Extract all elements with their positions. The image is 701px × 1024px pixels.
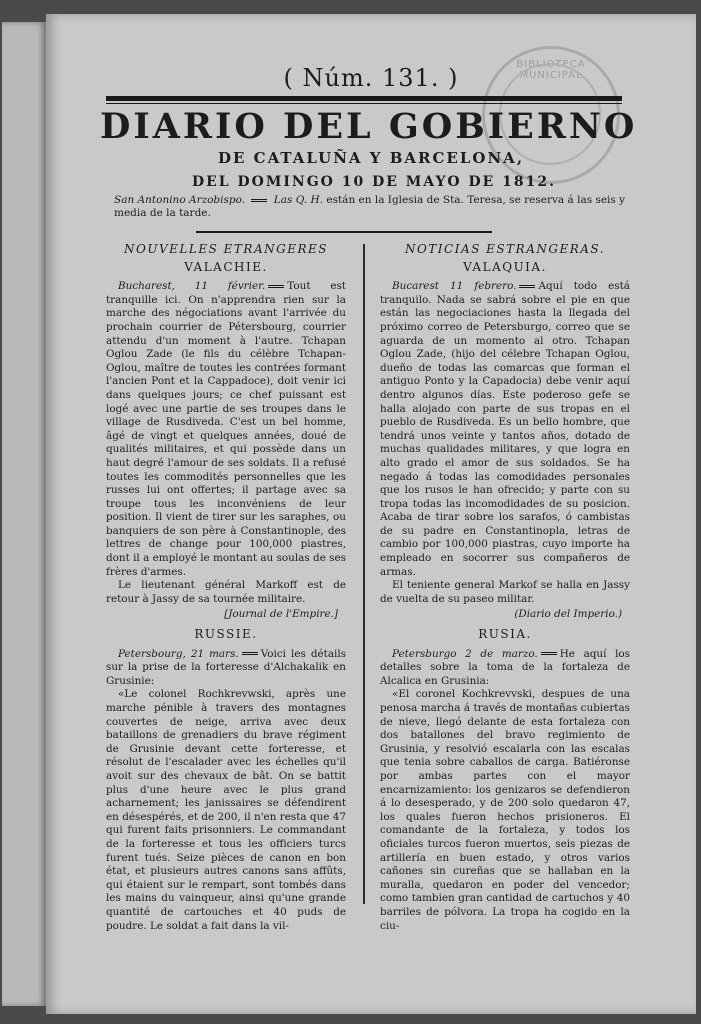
stamp-lettering: BIBLIOTECA MUNICIPAL <box>516 59 586 81</box>
source-citation: (Diario del Imperio.) <box>514 608 622 621</box>
dash-separator <box>242 652 258 655</box>
paragraph-text: Aquí todo está tranquilo. Nada se sabrá sobre el pie en que están las negociaciones hasta la llegada del próximo correo de Petersburgo, correo que se aguarda de un momento al otro. Tchapan Oglou Zade, (hijo del célebre Tchapan Oglou, dueño de todas las comarcas que forman el antiguo Ponto y la Capadocia) debe venir aquí dentro algunos días. Este poderoso gefe se halla alojado con parte de sus tropas en el pueblo de Rusdiveda. Es un bello hombre, que tendrá unos veinte y tantos años, dotado de muchas qualidades militares, y que logra en alto grado el amor de sus soldados. Se ha negado á todas las comodidades personales que los rusos le han ofrecido; y parte con su tropa todas las incomodidades de su posicion. Acaba de tirar sobre los sarafos, ó cambistas de su padre en Constantinopla, letras de cambio por 100,000 piastras, cuyo importe ha empleado en socorrer sus compañeros de armas. <box>380 280 630 578</box>
article-paragraph <box>380 648 630 689</box>
newspaper-title: DIARIO DEL GOBIERNO <box>100 106 638 147</box>
notice-text: están en la Iglesia de Sta. Teresa, se reserva á las seis y media de la tarde. <box>114 194 626 219</box>
article-paragraph: El teniente general Markof se halla en Jassy de vuelta de su paseo militar. <box>380 579 630 605</box>
section-subheading: RUSSIE. <box>194 627 258 642</box>
issue-date: DEL DOMINGO 10 DE MAYO DE 1812. <box>192 174 557 190</box>
dash-separator <box>519 285 535 288</box>
dash-separator <box>268 285 284 288</box>
french-column <box>106 243 346 933</box>
paragraph-text: Tout est tranquille ici. On n'apprendra rien sur la marche des négociations avant l'arrivée du prochain courrier de Pétersbourg, courrier attendu d'un moment à l'autre. Tchapan Oglou Zade (le fils du célèbre Tchapan-Oglou, maître de toutes les contrées formant l'ancien Pont et la Cappadoce), doit venir ici dans quelques jours; ce chef puissant est logé avec une partie de ses troupes dans le village de Rusdiveda. C'est un bel homme, âgé de vingt et quelques années, doué de qualités militaires, et qui possède dans un haut degré l'amour de ses soldats. Il a refusé toutes les commodités personnelles que les russes lui ont offertes; il partage avec sa troupe tous les inconvéniens de leur position. Il vient de tirer sur les saraphes, ou banquiers de son père à Constantinople, des lettres de change pour 100,000 piastres, dont il a employé le montant au soulas de ses frères d'armes. <box>106 280 346 578</box>
section-subheading: RUSIA. <box>478 627 532 642</box>
article-paragraph <box>380 280 630 579</box>
dateline-place: Bucharest, 11 février. <box>118 280 266 293</box>
article-paragraph: «El coronel Kochkrevvski, despues de una penosa marcha á través de montañas cubiertas de nieve, llegó delante de esta fortaleza con dos batallones del bravo regimiento de Grusinia, y resolvió escalarla con las escalas que tenia sobre caballos de carga. Batiéronse por ambas partes con el mayor encarnizamiento: los genizaros se defendieron á lo desesperado, y de 200 solo quedaron 47, los quales fueron hechos prisioneros. El comandante de la fortaleza, y todos los oficiales turcos fueron muertos, seis piezas de artillería en buen estado, y otros varios cañones sin cureñas que se hallaban en la muralla, quedaron en poder del vencedor; como tambien gran cantidad de cartuchos y 40 barriles de pólvora. La tropa ha cogido en la ciu- <box>380 688 630 932</box>
dateline-place: Petersbourg, 21 mars. <box>118 647 239 660</box>
header-rule <box>196 231 492 233</box>
article-paragraph: Le lieutenant général Markoff est de retour à Jassy de sa tournée militaire. <box>106 579 346 605</box>
article-paragraph <box>106 648 346 689</box>
saint-of-day: San Antonino Arzobispo. <box>114 194 246 206</box>
spanish-column <box>380 243 630 933</box>
previous-page-edge <box>2 22 46 1006</box>
masthead-rule-thin <box>106 103 622 104</box>
dash-separator <box>251 199 267 202</box>
paragraph-text: Voici les détails sur la prise de la forteresse d'Alchakalik en Grusinie: <box>106 647 346 687</box>
source-citation: [Journal de l'Empire.] <box>224 608 338 621</box>
saint-notice <box>114 194 634 220</box>
column-divider <box>363 244 365 904</box>
masthead-rule <box>106 96 622 101</box>
section-heading: NOTICIAS ESTRANGERAS. <box>404 242 606 256</box>
newspaper-page <box>46 14 696 1014</box>
article-paragraph <box>106 280 346 579</box>
quarant-hours: Las Q. H. <box>273 194 324 206</box>
paragraph-text: He aquí los detalles sobre la toma de la fortaleza de Alcalica en Grusinia: <box>380 647 631 687</box>
article-paragraph: «Le colonel Rochkrevwski, après une marche pénible à travers des montagnes couvertes de neige, arriva avec deux bataillons de grenadiers du brave régiment de Grusinie devant cette forteresse, et résolut de l'escalader avec les échelles qu'il avoit sur des chevaux de bât. On se battit plus d'une heure avec le plus grand acharnement; les janissaires se défendirent en désespérés, et de 200, il n'en resta que 47 qui furent faits prisonniers. Le commandant de la forteresse et tous les officiers turcs furent tués. Seize pièces de canon en bon état, et plusieurs autres canons sans affûts, qui étaient sur le rempart, sont tombés dans les mains du vainqueur, ainsi qu'une grande quantité de cartouches et 40 puds de poudre. Le soldat a fait dans la vil- <box>106 688 346 932</box>
dateline-place: Petersburgo 2 de marzo. <box>392 647 538 660</box>
dateline-place: Bucarest 11 febrero. <box>392 280 517 293</box>
issue-number: ( Núm. 131. ) <box>283 64 459 92</box>
newspaper-subtitle: DE CATALUÑA Y BARCELONA, <box>218 149 525 167</box>
section-subheading: VALAQUIA. <box>463 259 547 274</box>
dash-separator <box>541 652 557 655</box>
section-heading: NOUVELLES ETRANGERES <box>124 242 328 256</box>
section-subheading: VALACHIE. <box>184 259 268 274</box>
